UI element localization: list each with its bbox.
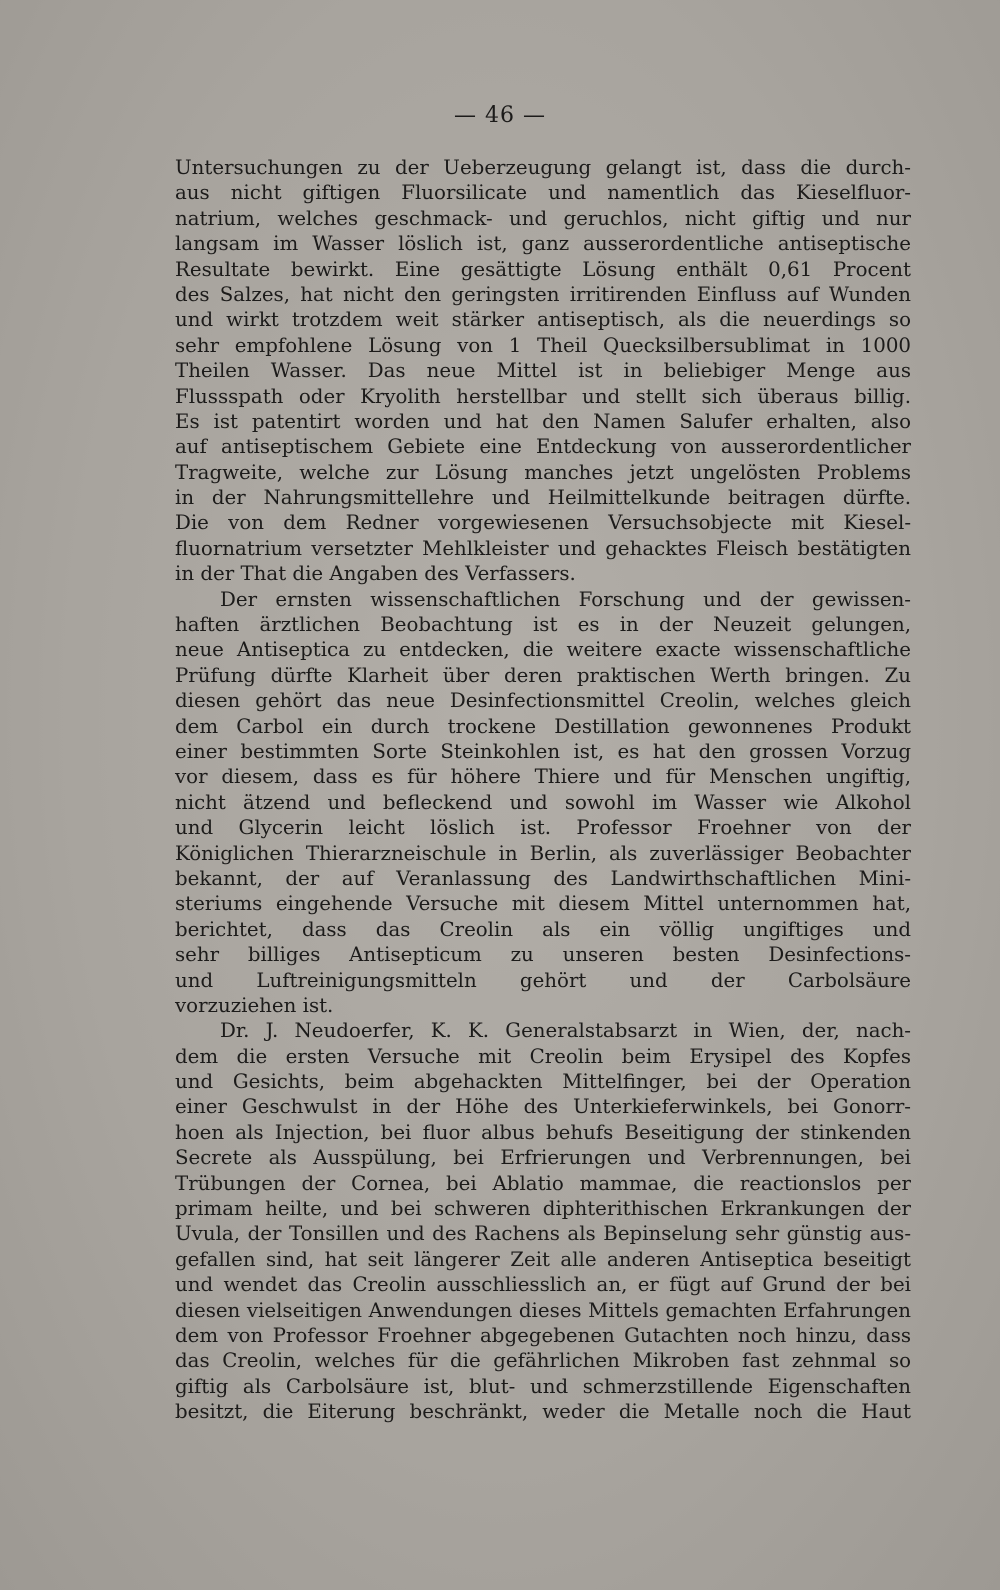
text-line: einer bestimmten Sorte Steinkohlen ist, es hat den grossen Vorzug: [175, 739, 911, 763]
text-line: nicht ätzend und befleckend und sowohl im Wasser wie Alkohol: [175, 790, 911, 814]
text-line: auf antiseptischem Gebiete eine Entdeckung von ausserordentlicher: [175, 435, 911, 459]
text-line: natrium, welches geschmack- und geruchlos, nicht giftig und nur: [175, 206, 911, 230]
text-line: langsam im Wasser löslich ist, ganz ausserordentliche antiseptische: [175, 232, 911, 256]
text-line: besitzt, die Eiterung beschränkt, weder die Metalle noch die Haut: [175, 1400, 911, 1424]
body-text: [175, 155, 911, 1425]
text-line: Es ist patentirt worden und hat den Namen Salufer erhalten, also: [175, 409, 911, 433]
text-line: sehr billiges Antisepticum zu unseren besten Desinfections-: [175, 943, 911, 967]
text-line: Dr. J. Neudoerfer, K. K. Generalstabsarzt in Wien, der, nach-: [220, 1019, 911, 1043]
text-line: Untersuchungen zu der Ueberzeugung gelangt ist, dass die durch-: [175, 156, 911, 179]
text-line: fluornatrium versetzter Mehlkleister und gehacktes Fleisch bestätigten: [175, 536, 911, 560]
text-line: primam heilte, und bei schweren diphterithischen Erkrankungen der: [175, 1197, 911, 1221]
text-line: in der That die Angaben des Verfassers.: [175, 562, 576, 586]
text-line: Trübungen der Cornea, bei Ablatio mammae, die reactionslos per: [175, 1171, 911, 1195]
text-line: Königlichen Thierarzneischule in Berlin, als zuverlässiger Beobachter: [175, 841, 911, 865]
text-line: dem die ersten Versuche mit Creolin beim Erysipel des Kopfes: [175, 1044, 911, 1068]
text-line: Die von dem Redner vorgewiesenen Versuchsobjecte mit Kiesel-: [175, 511, 911, 535]
text-line: Theilen Wasser. Das neue Mittel ist in beliebiger Menge aus: [175, 359, 911, 383]
text-line: dem Carbol ein durch trockene Destillation gewonnenes Produkt: [175, 714, 911, 738]
text-line: und wirkt trotzdem weit stärker antiseptisch, als die neuerdings so: [175, 308, 911, 332]
text-line: neue Antiseptica zu entdecken, die weitere exacte wissenschaftliche: [175, 638, 911, 662]
text-line: steriums eingehende Versuche mit diesem Mittel unternommen hat,: [175, 892, 911, 916]
text-line: das Creolin, welches für die gefährlichen Mikroben fast zehnmal so: [175, 1349, 911, 1373]
text-line: bekannt, der auf Veranlassung des Landwirthschaftlichen Mini-: [175, 866, 911, 890]
text-line: hoen als Injection, bei fluor albus behufs Beseitigung der stinkenden: [175, 1120, 911, 1144]
text-line: Tragweite, welche zur Lösung manches jetzt ungelösten Problems: [175, 460, 911, 484]
text-line: haften ärztlichen Beobachtung ist es in der Neuzeit gelungen,: [175, 613, 911, 637]
text-line: sehr empfohlene Lösung von 1 Theil Quecksilbersublimat in 1000: [175, 333, 911, 357]
text-line: diesen gehört das neue Desinfectionsmittel Creolin, welches gleich: [175, 689, 911, 713]
text-line: aus nicht giftigen Fluorsilicate und namentlich das Kieselfluor-: [175, 181, 911, 205]
text-line: Uvula, der Tonsillen und des Rachens als Bepinselung sehr günstig aus-: [175, 1222, 911, 1246]
text-line: und Glycerin leicht löslich ist. Professor Froehner von der: [175, 816, 911, 840]
text-line: berichtet, dass das Creolin als ein völlig ungiftiges und: [175, 917, 911, 941]
text-line: und Luftreinigungsmitteln gehört und der Carbolsäure: [175, 968, 911, 992]
text-line: Prüfung dürfte Klarheit über deren praktischen Werth bringen. Zu: [175, 663, 911, 687]
page-number: — 46 —: [454, 103, 546, 128]
text-line: diesen vielseitigen Anwendungen dieses Mittels gemachten Erfahrungen: [175, 1298, 911, 1322]
text-line: Secrete als Ausspülung, bei Erfrierungen und Verbrennungen, bei: [175, 1146, 911, 1170]
text-line: des Salzes, hat nicht den geringsten irritirenden Einfluss auf Wunden: [175, 282, 911, 306]
text-line: dem von Professor Froehner abgegebenen Gutachten noch hinzu, dass: [175, 1323, 911, 1347]
text-line: einer Geschwulst in der Höhe des Unterkieferwinkels, bei Gonorr-: [175, 1095, 911, 1119]
text-line: gefallen sind, hat seit längerer Zeit alle anderen Antiseptica beseitigt: [175, 1247, 911, 1271]
text-line: Resultate bewirkt. Eine gesättigte Lösung enthält 0,61 Procent: [175, 257, 911, 281]
text-line: und Gesichts, beim abgehackten Mittelfinger, bei der Operation: [175, 1070, 911, 1094]
text-line: vor diesem, dass es für höhere Thiere und für Menschen ungiftig,: [175, 765, 911, 789]
text-line: vorzuziehen ist.: [175, 993, 334, 1017]
text-line: in der Nahrungsmittellehre und Heilmittelkunde beitragen dürfte.: [175, 486, 911, 510]
text-line: Der ernsten wissenschaftlichen Forschung und der gewissen-: [220, 587, 911, 611]
text-line: und wendet das Creolin ausschliesslich an, er fügt auf Grund der bei: [175, 1273, 911, 1297]
text-line: Flussspath oder Kryolith herstellbar und stellt sich überaus billig.: [175, 384, 911, 408]
text-line: giftig als Carbolsäure ist, blut- und schmerzstillende Eigenschaften: [175, 1374, 911, 1398]
